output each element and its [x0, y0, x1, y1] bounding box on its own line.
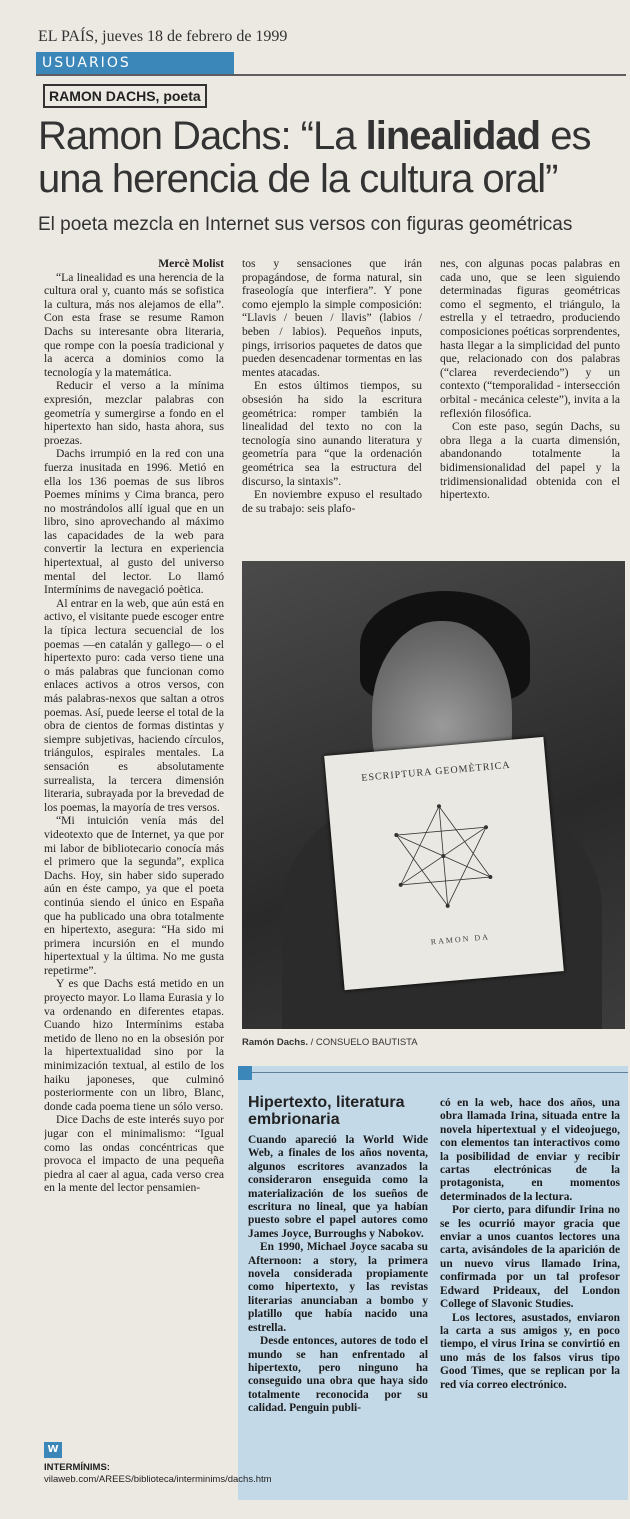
paragraph: En estos últimos tiempos, su obsesión ha sido la escritura geométrica: romper también la linealidad del texto no con la tecnología sino aunando literatura y geometría para “que la ordenación geométrica sea la estructura del discurso, la sintaxis”. [242, 379, 422, 488]
paragraph: Dachs irrumpió en la red con una fuerza inusitada en 1996. Metió en ella los 136 poemas de sus libros Poemes mínims y Cima branca, pero no mostrándolos allí igual que en un libro, sino aprovechando al máximo las capacidades de la web para convertir la lectura en experiencia hipertextual, al gusto del universo mental del lector. Lo llamó Intermínims de navegació poètica. [44, 447, 224, 597]
caption-name: Ramón Dachs. [242, 1037, 308, 1048]
paragraph: En 1990, Michael Joyce sacaba su Afternoon: a story, la primera novela considerada propiamente como hipertexto, y las revistas literarias anunciaban a bombo y platillo que había nacido una estrella. [248, 1241, 428, 1334]
article-column-1 [44, 257, 224, 1437]
web-reference [44, 1462, 272, 1486]
sidebar-column-1 [248, 1134, 428, 1494]
headline-bold: linealidad [365, 114, 541, 158]
headline-part2: es una herencia de la cultura oral” [38, 114, 591, 201]
paragraph: tos y sensaciones que irán propagándose, de forma natural, sin fraseología que interfiera”. Y pone como ejemplo la simple composición: “Llavis / beuen / llavis” (labios / beben / labios). Pequeños inputs, pings, irrisorios paquetes de datos que pueden desencadenar tormentas en las mentes atacadas. [242, 257, 422, 379]
paragraph: Dice Dachs de este interés suyo por jugar con el minimalismo: “Igual como las ondas concéntricas que provoca el impacto de una pequeña piedra al caer al agua, cada verso crea en la mente del lector pensamien- [44, 1113, 224, 1195]
web-icon: W [44, 1442, 62, 1458]
headline [38, 115, 628, 201]
web-ref-label: INTERMÍNIMS: [44, 1462, 110, 1473]
paragraph: En noviembre expuso el resultado de su trabajo: seis plafo- [242, 488, 422, 515]
masthead: EL PAÍS, jueves 18 de febrero de 1999 [38, 28, 288, 45]
paragraph: Al entrar en la web, que aún está en activo, el visitante puede escoger entre la típica lectura secuencial de los poemas —en catalán y gallego— o el hipertexto puro: cada verso tiene una o más palabras que funcionan como enlaces activos a otros versos, con más palabras-nexos que saltan a otros poemas. Así, puede leerse el total de la obra de cientos de formas distintas y siempre subjetivas, haciendo círculos, triángulos, espirales mentales. La sensación es absolutamente surrealista, la tercera dimensión literaria, subrayada por la brevedad de los poemas, la mayoría de tres versos. [44, 596, 224, 814]
section-divider [36, 74, 626, 76]
web-ref-url[interactable]: vilaweb.com/AREES/biblioteca/interminims/dachs.htm [44, 1474, 272, 1485]
paragraph: Por cierto, para difundir Irina no se les ocurrió mayor gracia que enviar a unos cuantos lectores una carta, avisándoles de la aparición de un nuevo virus llamado Irina, confirmada por un tal profesor Edward Prideaux, del London College of Slavonic Studies. [440, 1204, 620, 1311]
photo-caption [242, 1037, 418, 1048]
subhead: El poeta mezcla en Internet sus versos con figuras geométricas [38, 214, 573, 235]
star-geometry-icon [384, 796, 503, 915]
paragraph: có en la web, hace dos años, una obra llamada Irina, situada entre la novela hipertextual y el videojuego, con elementos tan interactivos como la posibilidad de enviar y recibir cartas electrónicas de la protagonista, en momentos determinados de la lectura. [440, 1097, 620, 1203]
kicker: RAMON DACHS, poeta [43, 84, 207, 108]
book-author: RAMON DA [430, 932, 491, 947]
book-title: ESCRIPTURA GEOMÈTRICA [360, 759, 511, 784]
caption-credit: / CONSUELO BAUTISTA [308, 1037, 418, 1048]
sidebar-tab [238, 1066, 252, 1080]
paragraph: “La linealidad es una herencia de la cultura oral y, cuanto más se sofistica la cultura, más nos alejamos de ella”. Con esta frase se resume Ramon Dachs su interesante obra literaria, que rompe con la poesía tradicional y la acerca a dominios como la tecnología y la matemática. [44, 270, 224, 379]
paragraph: Cuando apareció la World Wide Web, a finales de los años noventa, algunos escritores avanzados la consideraron enseguida como la materialización de los sueños de escritura no lineal, que ya habían puesto sobre el papel autores como James Joyce, Burroughs y Nabokov. [248, 1134, 428, 1240]
headline-part1: Ramon Dachs: “La [38, 114, 366, 158]
book-cover [324, 737, 564, 990]
section-label: USUARIOS [36, 52, 234, 74]
sidebar-column-2 [440, 1097, 620, 1497]
sidebar-rule [252, 1072, 628, 1073]
paragraph: Con este paso, según Dachs, su obra llega a la cuarta dimensión, abandonando totalmente la bidimensionalidad del papel y la tridimensionalidad obtenida con el hipertexto. [440, 420, 620, 502]
article-column-2 [242, 257, 422, 557]
paragraph: Y es que Dachs está metido en un proyecto mayor. Lo llama Eurasia y lo va ordenando en diferentes etapas. Cuando hizo Intermínims estaba metido de lleno no en la obsesión por la hipertextualidad sino por la minimización textual, al estilo de los haiku japoneses, que culminó posteriormente con un libro, Blanc, donde cada poema tiene un sólo verso. [44, 977, 224, 1113]
paragraph: Desde entonces, autores de todo el mundo se han enfrentado al hipertexto, pero ninguno ha conseguido una obra que haya sido totalmente reconocida por su calidad. Penguin publi- [248, 1335, 428, 1415]
paragraph: Los lectores, asustados, enviaron la carta a sus amigos y, en poco tiempo, el virus Irina se convirtió en uno más de los falsos virus tipo Good Times, que se replican por la red vía correo electrónico. [440, 1311, 620, 1391]
paragraph: nes, con algunas pocas palabras en cada uno, que se leen siguiendo determinadas figuras geométricas como el segmento, el triángulo, la estrella y el tetraedro, produciendo composiciones poéticas sorprendentes, hasta llegar a la simplicidad del punto que, relacionado con dos palabras (“clarea reverdeciendo”) y un contexto (“temporalidad - intersección orbital - mecánica celeste”), invita a la reflexión filosófica. [440, 257, 620, 420]
author-photo [242, 561, 625, 1029]
article-column-3 [440, 257, 620, 557]
sidebar-title: Hipertexto, literatura embrionaria [248, 1094, 405, 1128]
paragraph: Reducir el verso a la mínima expresión, mezclar palabras con geometría y sumergirse a fondo en el hipertexto han sido, hasta ahora, sus proezas. [44, 379, 224, 447]
byline: Mercè Molist [158, 257, 224, 270]
paragraph: “Mi intuición venía más del videotexto que de Internet, ya que por mi labor de bibliotecario conocía más el primero que la segunda”, explica Dachs. Hoy, sin haber sido superado aún en éste campo, ya que el poeta continúa siendo el único en España que ha publicado una obra totalmente en hipertexto, asegura: “Ha sido mi primera incursión en el mundo hipertextual y la última. No me gusta repetirme”. [44, 814, 224, 977]
